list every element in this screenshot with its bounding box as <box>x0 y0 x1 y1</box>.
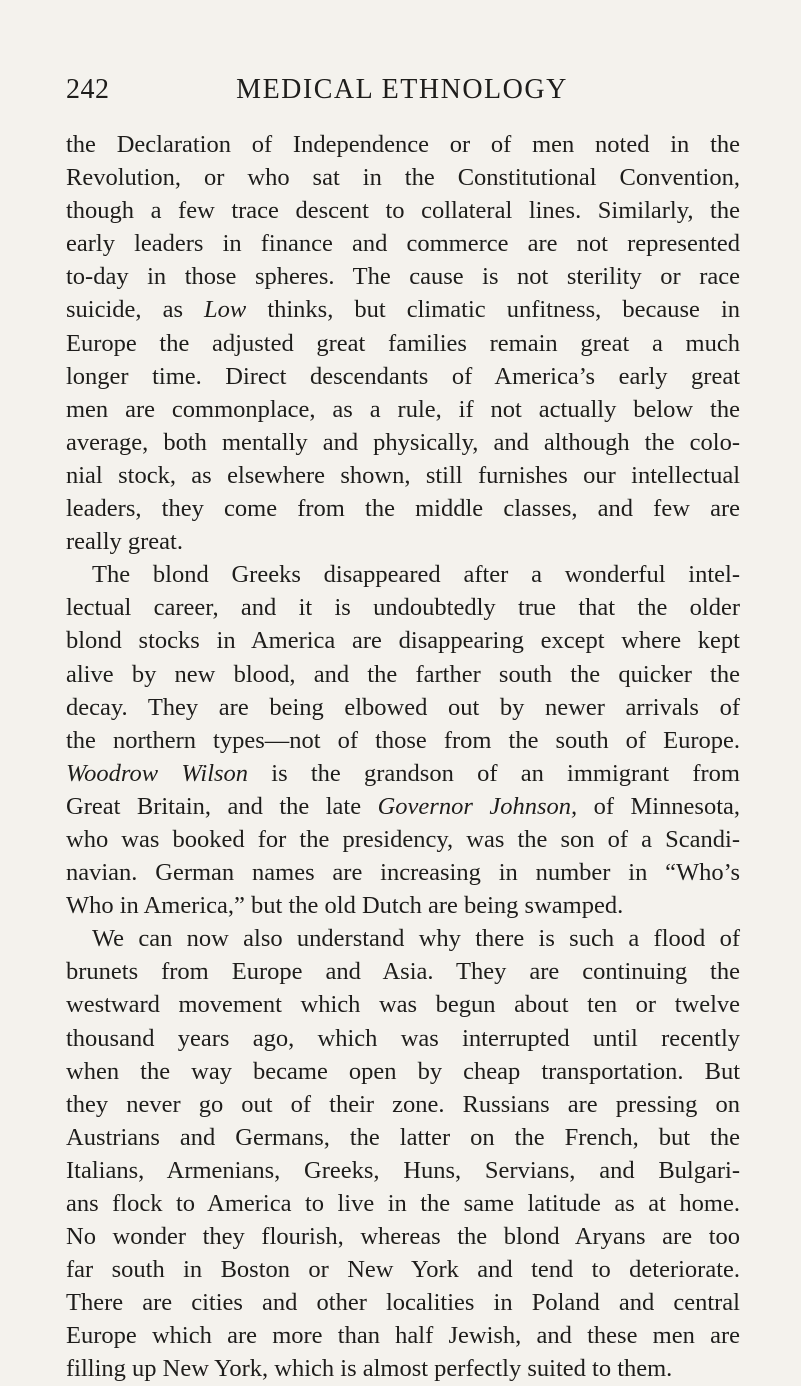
text-line <box>66 658 740 691</box>
text-segment: There are cities and other localities in Poland and central <box>66 1289 740 1317</box>
text-line <box>66 558 740 591</box>
text-line <box>66 988 740 1021</box>
text-line <box>66 889 740 922</box>
text-segment: No wonder they flourish, whereas the blond Aryans are too <box>66 1223 740 1251</box>
text-line <box>66 624 740 657</box>
text-segment: Revolution, or who sat in the Constitutional Convention, <box>66 164 740 192</box>
text-line <box>66 128 740 161</box>
text-segment: who was booked for the presidency, was the son of a Scandi- <box>66 825 740 853</box>
text-line <box>66 1286 740 1319</box>
text-segment: Great Britain, and the late <box>66 792 378 820</box>
text-line <box>66 591 740 624</box>
text-line <box>66 194 740 227</box>
text-segment: really great. <box>66 528 183 556</box>
text-segment: though a few trace descent to collateral lines. Similarly, the <box>66 197 740 225</box>
text-line <box>66 790 740 823</box>
text-line <box>66 393 740 426</box>
text-line <box>66 856 740 889</box>
text-segment: nial stock, as elsewhere shown, still furnishes our intellectual <box>66 461 740 489</box>
text-segment: Austrians and Germans, the latter on the French, but the <box>66 1123 740 1151</box>
text-segment: The blond Greeks disappeared after a wonderful intel- <box>92 561 740 589</box>
text-line <box>66 161 740 194</box>
text-segment: thinks, but climatic unfitness, because in <box>246 296 740 324</box>
text-line <box>66 691 740 724</box>
text-line <box>66 426 740 459</box>
text-segment: westward movement which was begun about ten or twelve <box>66 991 740 1019</box>
text-line <box>66 1088 740 1121</box>
text-line <box>66 1253 740 1286</box>
text-segment: We can now also understand why there is such a flood of <box>92 925 740 953</box>
text-segment: decay. They are being elbowed out by newer arrivals of <box>66 693 740 721</box>
text-line <box>66 1220 740 1253</box>
text-segment: Who in America,” but the old Dutch are being swamped. <box>66 892 624 920</box>
text-line <box>66 360 740 393</box>
italic-name: Woodrow Wilson <box>66 759 249 787</box>
page-number: 242 <box>66 74 110 105</box>
text-line <box>66 757 740 790</box>
text-line <box>66 922 740 955</box>
text-segment: Italians, Armenians, Greeks, Huns, Servians, and Bulgari- <box>66 1156 740 1184</box>
text-segment: ans flock to America to live in the same latitude as at home. <box>66 1190 740 1217</box>
text-line <box>66 227 740 260</box>
text-segment: thousand years ago, which was interrupted until recently <box>66 1024 740 1052</box>
text-line <box>66 1187 740 1220</box>
text-segment: Europe the adjusted great families remain great a much <box>66 329 740 357</box>
text-line <box>66 1154 740 1187</box>
text-line <box>66 459 740 492</box>
text-segment: average, both mentally and physically, and although the colo- <box>66 428 740 456</box>
text-line <box>66 1055 740 1088</box>
running-title: MEDICAL ETHNOLOGY <box>236 74 568 105</box>
text-line <box>66 1022 740 1055</box>
text-segment: suicide, as <box>66 296 205 324</box>
running-head <box>66 74 738 114</box>
body-text <box>66 128 740 1386</box>
italic-name: Low <box>204 296 247 324</box>
text-segment: filling up New York, which is almost perfectly suited to them. <box>66 1355 673 1383</box>
text-segment: the northern types—not of those from the south of Europe. <box>66 726 740 754</box>
text-segment: is the grandson of an immigrant from <box>248 759 740 787</box>
text-segment: when the way became open by cheap transportation. But <box>66 1057 740 1085</box>
text-segment: far south in Boston or New York and tend to deteriorate. <box>66 1256 740 1284</box>
text-line <box>66 260 740 293</box>
text-segment: they never go out of their zone. Russians are pressing on <box>66 1090 740 1118</box>
text-line <box>66 492 740 525</box>
text-segment: alive by new blood, and the farther south the quicker the <box>66 660 740 688</box>
text-line <box>66 955 740 988</box>
text-segment: men are commonplace, as a rule, if not actually below the <box>66 395 740 423</box>
text-line <box>66 823 740 856</box>
text-line <box>66 525 740 558</box>
text-segment: Europe which are more than half Jewish, and these men are <box>66 1322 740 1350</box>
text-segment: early leaders in finance and commerce are not represented <box>66 230 740 258</box>
text-line <box>66 1121 740 1154</box>
text-segment: brunets from Europe and Asia. They are continuing the <box>66 958 740 986</box>
text-line <box>66 327 740 360</box>
text-line <box>66 1319 740 1352</box>
text-segment: the Declaration of Independence or of men noted in the <box>66 131 740 158</box>
text-line <box>66 724 740 757</box>
text-segment: leaders, they come from the middle classes, and few are <box>66 495 740 523</box>
text-line <box>66 293 740 326</box>
italic-name: Governor Johnson, <box>377 792 578 820</box>
text-segment: to-day in those spheres. The cause is not sterility or race <box>66 263 740 291</box>
text-segment: of Minnesota, <box>577 792 741 820</box>
text-segment: navian. German names are increasing in number in “Who’s <box>66 859 740 887</box>
text-segment: blond stocks in America are disappearing except where kept <box>66 627 740 655</box>
text-segment: lectual career, and it is undoubtedly true that the older <box>66 594 740 622</box>
text-segment: longer time. Direct descendants of America’s early great <box>66 362 740 390</box>
